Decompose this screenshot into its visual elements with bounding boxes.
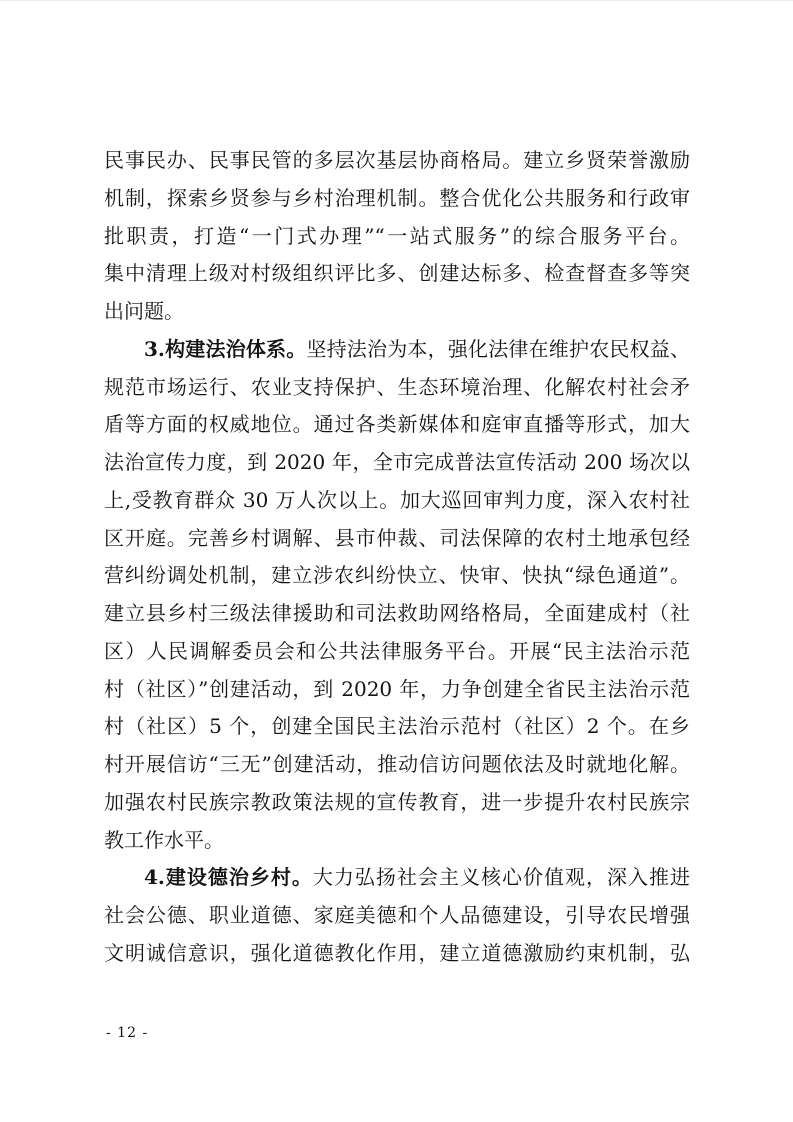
text-line: 村（社区）”创建活动，到 2020 年，力争创建全省民主法治示范 <box>104 676 690 701</box>
text-line: 营纠纷调处机制，建立涉农纠纷快立、快审、快执“绿色通道”。 <box>104 563 690 588</box>
section-heading-line <box>104 859 690 897</box>
document-body <box>104 142 690 973</box>
text-line: 村（社区）5 个，创建全国民主法治示范村（社区）2 个。在乡 <box>104 714 690 739</box>
text-line: 规范市场运行、农业支持保护、生态环境治理、化解农村社会矛 <box>104 374 690 399</box>
text-line: 建立县乡村三级法律援助和司法救助网络格局，全面建成村（社 <box>104 601 690 625</box>
text-line: 区）人民调解委员会和公共法律服务平台。开展“民主法治示范 <box>104 638 690 663</box>
text-line: 社会公德、职业道德、家庭美德和个人品德建设，引导农民增强 <box>104 903 690 927</box>
text-line: 机制，探索乡贤参与乡村治理机制。整合优化公共服务和行政审 <box>104 185 690 210</box>
text-line: 教工作水平。 <box>104 827 224 852</box>
text-line: 出问题。 <box>104 299 184 323</box>
text-line: 盾等方面的权威地位。通过各类新媒体和庭审直播等形式，加大 <box>104 412 690 437</box>
text-line: 批职责，打造“一门式办理”“一站式服务”的综合服务平台。 <box>104 223 690 248</box>
section-3-heading: 3.构建法治体系。 <box>144 336 307 361</box>
section-4-heading: 4.建设德治乡村。 <box>144 865 313 890</box>
section-3-text: 坚持法治为本，强化法律在维护农民权益、 <box>306 336 690 361</box>
text-line: 村开展信访“三无”创建活动，推动信访问题依法及时就地化解。 <box>104 752 690 776</box>
text-line: 上,受教育群众 30 万人次以上。加大巡回审判力度，深入农村社 <box>104 487 690 512</box>
page-number: - 12 - <box>106 1025 149 1041</box>
text-line: 法治宣传力度，到 2020 年，全市完成普法宣传活动 200 场次以 <box>104 450 690 474</box>
text-line: 文明诚信意识，强化道德教化作用，建立道德激励约束机制，弘 <box>104 940 690 965</box>
text-line: 民事民办、民事民管的多层次基层协商格局。建立乡贤荣誉激励 <box>104 148 690 172</box>
section-heading-line <box>104 331 690 369</box>
text-line: 集中清理上级对村级组织评比多、创建达标多、检查督查多等突 <box>104 261 690 286</box>
text-line: 加强农村民族宗教政策法规的宣传教育，进一步提升农村民族宗 <box>104 789 690 814</box>
text-line: 区开庭。完善乡村调解、县市仲裁、司法保障的农村土地承包经 <box>104 525 690 550</box>
section-4-text: 大力弘扬社会主义核心价值观，深入推进 <box>312 865 690 890</box>
